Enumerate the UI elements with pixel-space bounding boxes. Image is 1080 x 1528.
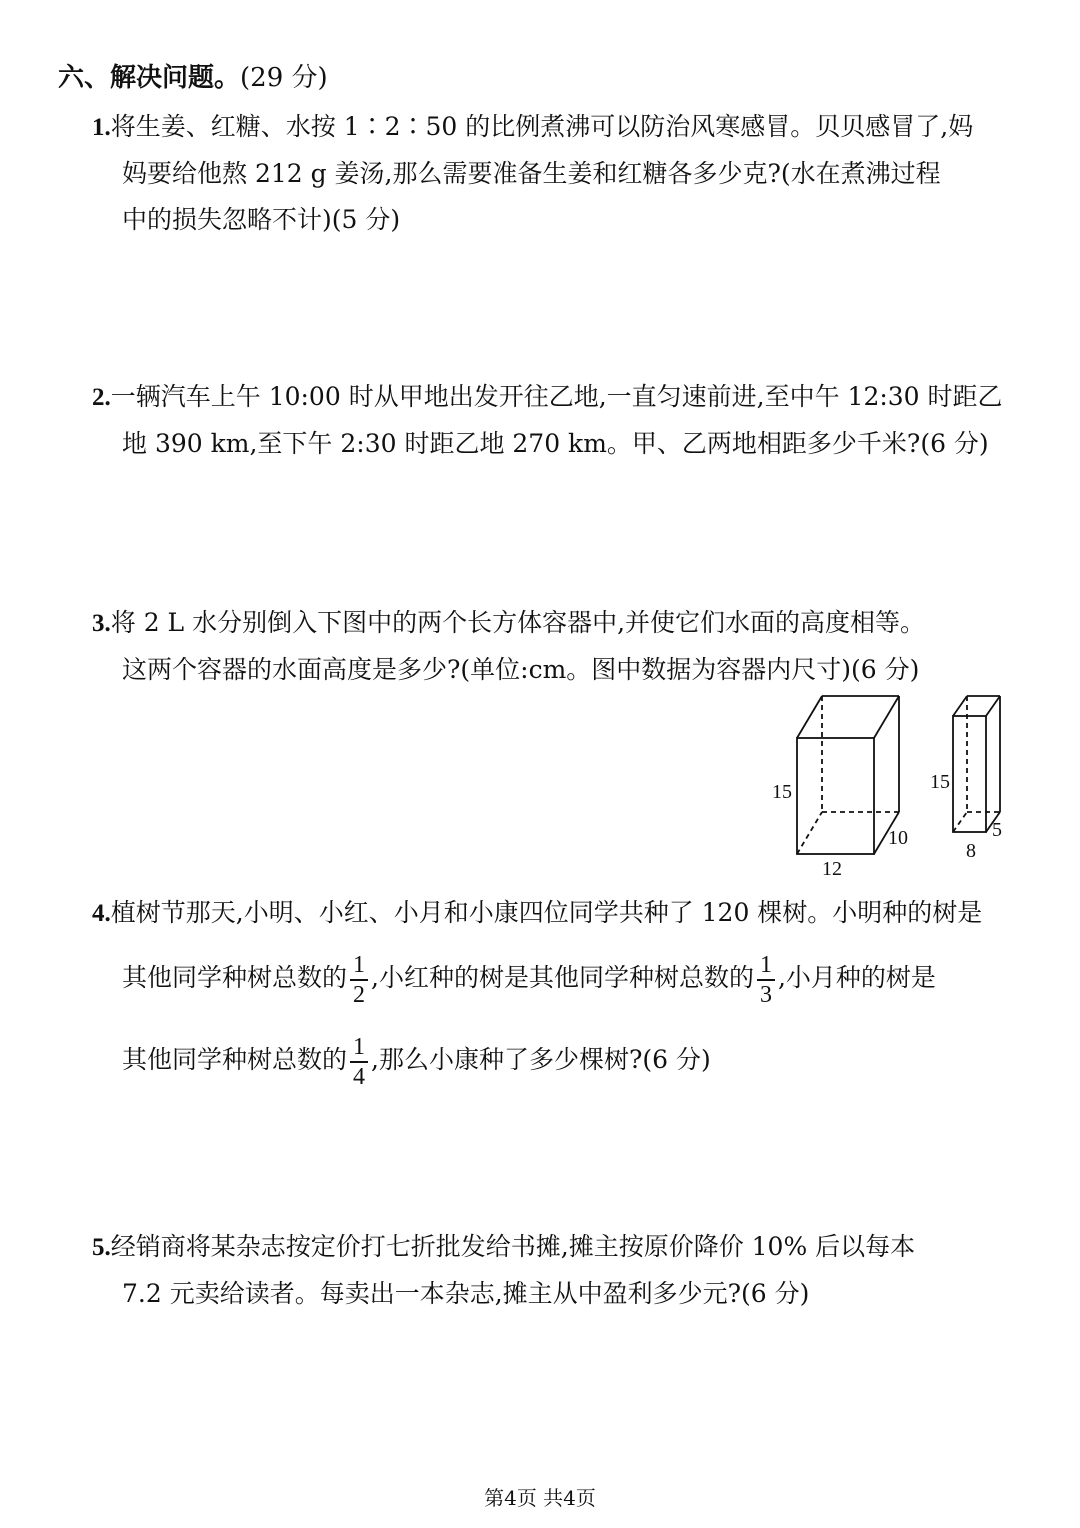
problem-4-number: 4. (92, 900, 111, 927)
box-small-width-label: 8 (966, 840, 976, 862)
box-small-depth-label: 5 (992, 819, 1002, 841)
box-small-front-face (953, 716, 986, 832)
problem-1-number: 1. (92, 114, 111, 141)
box-large-height-label: 15 (772, 781, 792, 803)
box-large-hidden-edge (797, 812, 822, 854)
problem-1-text-1: 将生姜、红糖、水按 1∶2∶50 的比例煮沸可以防治风寒感冒。贝贝感冒了,妈 (110, 112, 974, 141)
problem-5 (92, 1224, 1032, 1317)
box-small-height-label: 15 (930, 771, 950, 793)
problem-5-line-2: 7.2 元卖给读者。每卖出一本杂志,摊主从中盈利多少元?(6 分) (122, 1279, 810, 1308)
fraction-numerator: 1 (353, 951, 366, 978)
box-small-edge (953, 696, 967, 716)
problem-4-text-3b: ,那么小康种了多少棵树?(6 分) (371, 1045, 711, 1074)
fraction-denominator: 2 (353, 981, 366, 1008)
problem-3-line-1 (92, 600, 1032, 647)
box-large-edge (874, 696, 899, 738)
fraction-denominator: 4 (353, 1063, 366, 1090)
fraction-one-half (350, 951, 368, 1009)
problem-1-line-3: 中的损失忽略不计)(5 分) (122, 205, 401, 234)
fraction-numerator: 1 (353, 1033, 366, 1060)
problem-2 (92, 374, 1032, 467)
box-small-hidden-edge (953, 812, 967, 832)
problem-2-line-2: 地 390 km,至下午 2:30 时距乙地 270 km。甲、乙两地相距多少千米?(6 分) (122, 429, 989, 458)
problem-4-text-2c: ,小月种的树是 (777, 963, 936, 992)
problem-1-line-2: 妈要给他熬 212 g 姜汤,那么需要准备生姜和红糖各多少克?(水在煮沸过程 (122, 159, 941, 188)
section-title (58, 58, 328, 98)
container-box-large (797, 696, 899, 854)
section-title-text: 六、解决问题。 (58, 63, 241, 93)
problem-3-number: 3. (92, 610, 111, 637)
problem-4-text-1: 植树节那天,小明、小红、小月和小康四位同学共种了 120 棵树。小明种的树是 (110, 898, 983, 927)
problem-4-line-3 (92, 1019, 1032, 1101)
problem-2-line-1 (92, 374, 1032, 421)
container-figure (760, 680, 1040, 880)
problem-5-text-1: 经销商将某杂志按定价打七折批发给书摊,摊主按原价降价 10% 后以每本 (110, 1232, 916, 1261)
box-small-edge (986, 696, 1000, 716)
problem-5-line-1 (92, 1224, 1032, 1271)
fraction-one-third (757, 951, 775, 1009)
container-box-small (953, 696, 1000, 832)
problem-4-text-2b: ,小红种的树是其他同学种树总数的 (371, 963, 754, 992)
fraction-numerator: 1 (759, 951, 772, 978)
box-large-width-label: 12 (822, 858, 842, 880)
problem-2-number: 2. (92, 384, 111, 411)
problem-5-number: 5. (92, 1234, 111, 1261)
problem-1-line-1 (92, 104, 1032, 151)
fraction-one-quarter (350, 1033, 368, 1091)
section-points: (29 分) (240, 63, 328, 93)
page-footer: 第4页 共4页 (484, 1486, 596, 1510)
box-large-edge (797, 696, 822, 738)
problem-3-text-1: 将 2 L 水分别倒入下图中的两个长方体容器中,并使它们水面的高度相等。 (110, 608, 926, 637)
fraction-denominator: 3 (759, 981, 772, 1008)
problem-1 (92, 104, 1032, 243)
problem-4 (92, 890, 1032, 1101)
problem-4-text-3a: 其他同学种树总数的 (122, 1045, 348, 1074)
problem-2-text-1: 一辆汽车上午 10:00 时从甲地出发开往乙地,一直匀速前进,至中午 12:30 时距乙 (110, 382, 1003, 411)
problem-3-line-2: 这两个容器的水面高度是多少?(单位:cm。图中数据为容器内尺寸)(6 分) (122, 655, 920, 684)
problem-4-line-2 (92, 937, 1032, 1019)
problem-4-text-2a: 其他同学种树总数的 (122, 963, 348, 992)
problem-4-line-1 (92, 890, 1032, 937)
box-large-depth-label: 10 (888, 827, 908, 849)
box-large-front-face (797, 738, 874, 854)
